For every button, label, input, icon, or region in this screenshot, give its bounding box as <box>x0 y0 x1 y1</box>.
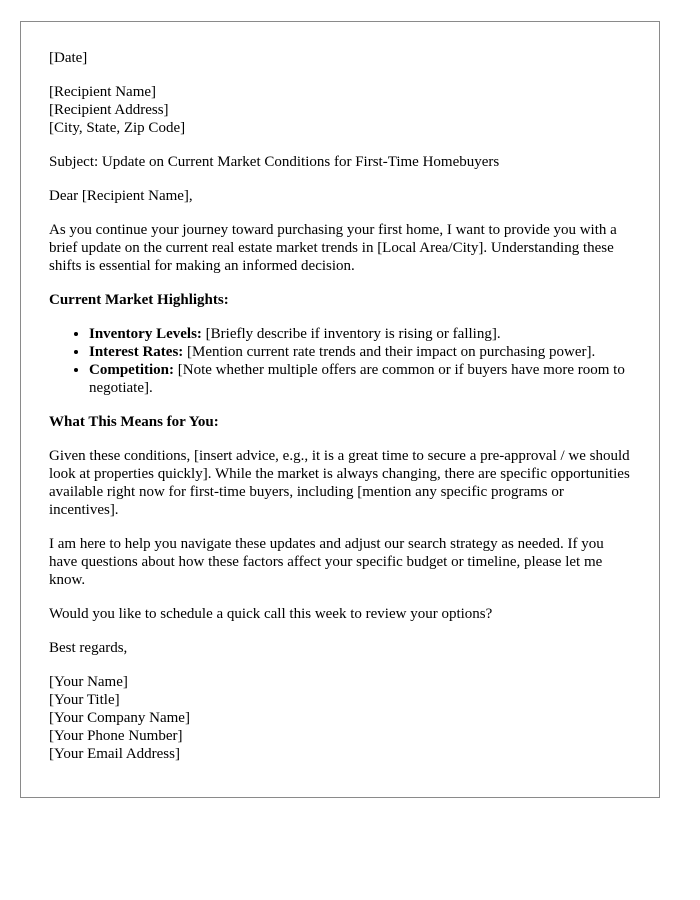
highlight-label: Competition: <box>89 362 174 378</box>
highlight-item <box>89 361 631 397</box>
highlights-heading: Current Market Highlights: <box>49 292 229 308</box>
signature-name: [Your Name] <box>49 674 128 690</box>
highlight-item <box>89 325 631 343</box>
recipient-block <box>49 83 631 137</box>
highlights-list <box>49 325 631 397</box>
recipient-city-state-zip: [City, State, Zip Code] <box>49 120 186 136</box>
call-to-action: Would you like to schedule a quick call this week to review your options? <box>49 606 493 622</box>
letter-intro: As you continue your journey toward purchasing your first home, I want to provide you with a brief update on the current real estate market trends in [Local Area/City]. Understanding these shifts is essential for making an informed decision. <box>49 222 617 274</box>
signature-title: [Your Title] <box>49 692 120 708</box>
meaning-body: Given these conditions, [insert advice, e.g., it is a great time to secure a pre-approval / we should look at properties quickly]. While the market is always changing, there are specific opportunities available right now for first-time buyers, including [mention any specific programs or incentives]. <box>49 448 630 518</box>
signature-block <box>49 673 631 763</box>
letter-subject: Subject: Update on Current Market Conditions for First-Time Homebuyers <box>49 154 500 170</box>
recipient-name: [Recipient Name] <box>49 84 157 100</box>
highlight-label: Inventory Levels: <box>89 326 202 342</box>
signature-email: [Your Email Address] <box>49 746 180 762</box>
letter-date: [Date] <box>49 50 88 66</box>
highlight-text: [Briefly describe if inventory is rising or falling]. <box>201 326 501 342</box>
highlight-label: Interest Rates: <box>89 344 184 360</box>
recipient-address: [Recipient Address] <box>49 102 169 118</box>
letter <box>20 21 660 798</box>
letter-salutation: Dear [Recipient Name], <box>49 188 193 204</box>
letter-closing: Best regards, <box>49 640 128 656</box>
help-body: I am here to help you navigate these updates and adjust our search strategy as needed. If you have questions about how these factors affect your specific budget or timeline, please let me know. <box>49 536 604 588</box>
highlight-text: [Note whether multiple offers are common or if buyers have more room to negotiate]. <box>89 362 625 396</box>
signature-phone: [Your Phone Number] <box>49 728 183 744</box>
highlight-item <box>89 343 631 361</box>
meaning-heading: What This Means for You: <box>49 414 219 430</box>
signature-company: [Your Company Name] <box>49 710 190 726</box>
highlight-text: [Mention current rate trends and their impact on purchasing power]. <box>183 344 596 360</box>
